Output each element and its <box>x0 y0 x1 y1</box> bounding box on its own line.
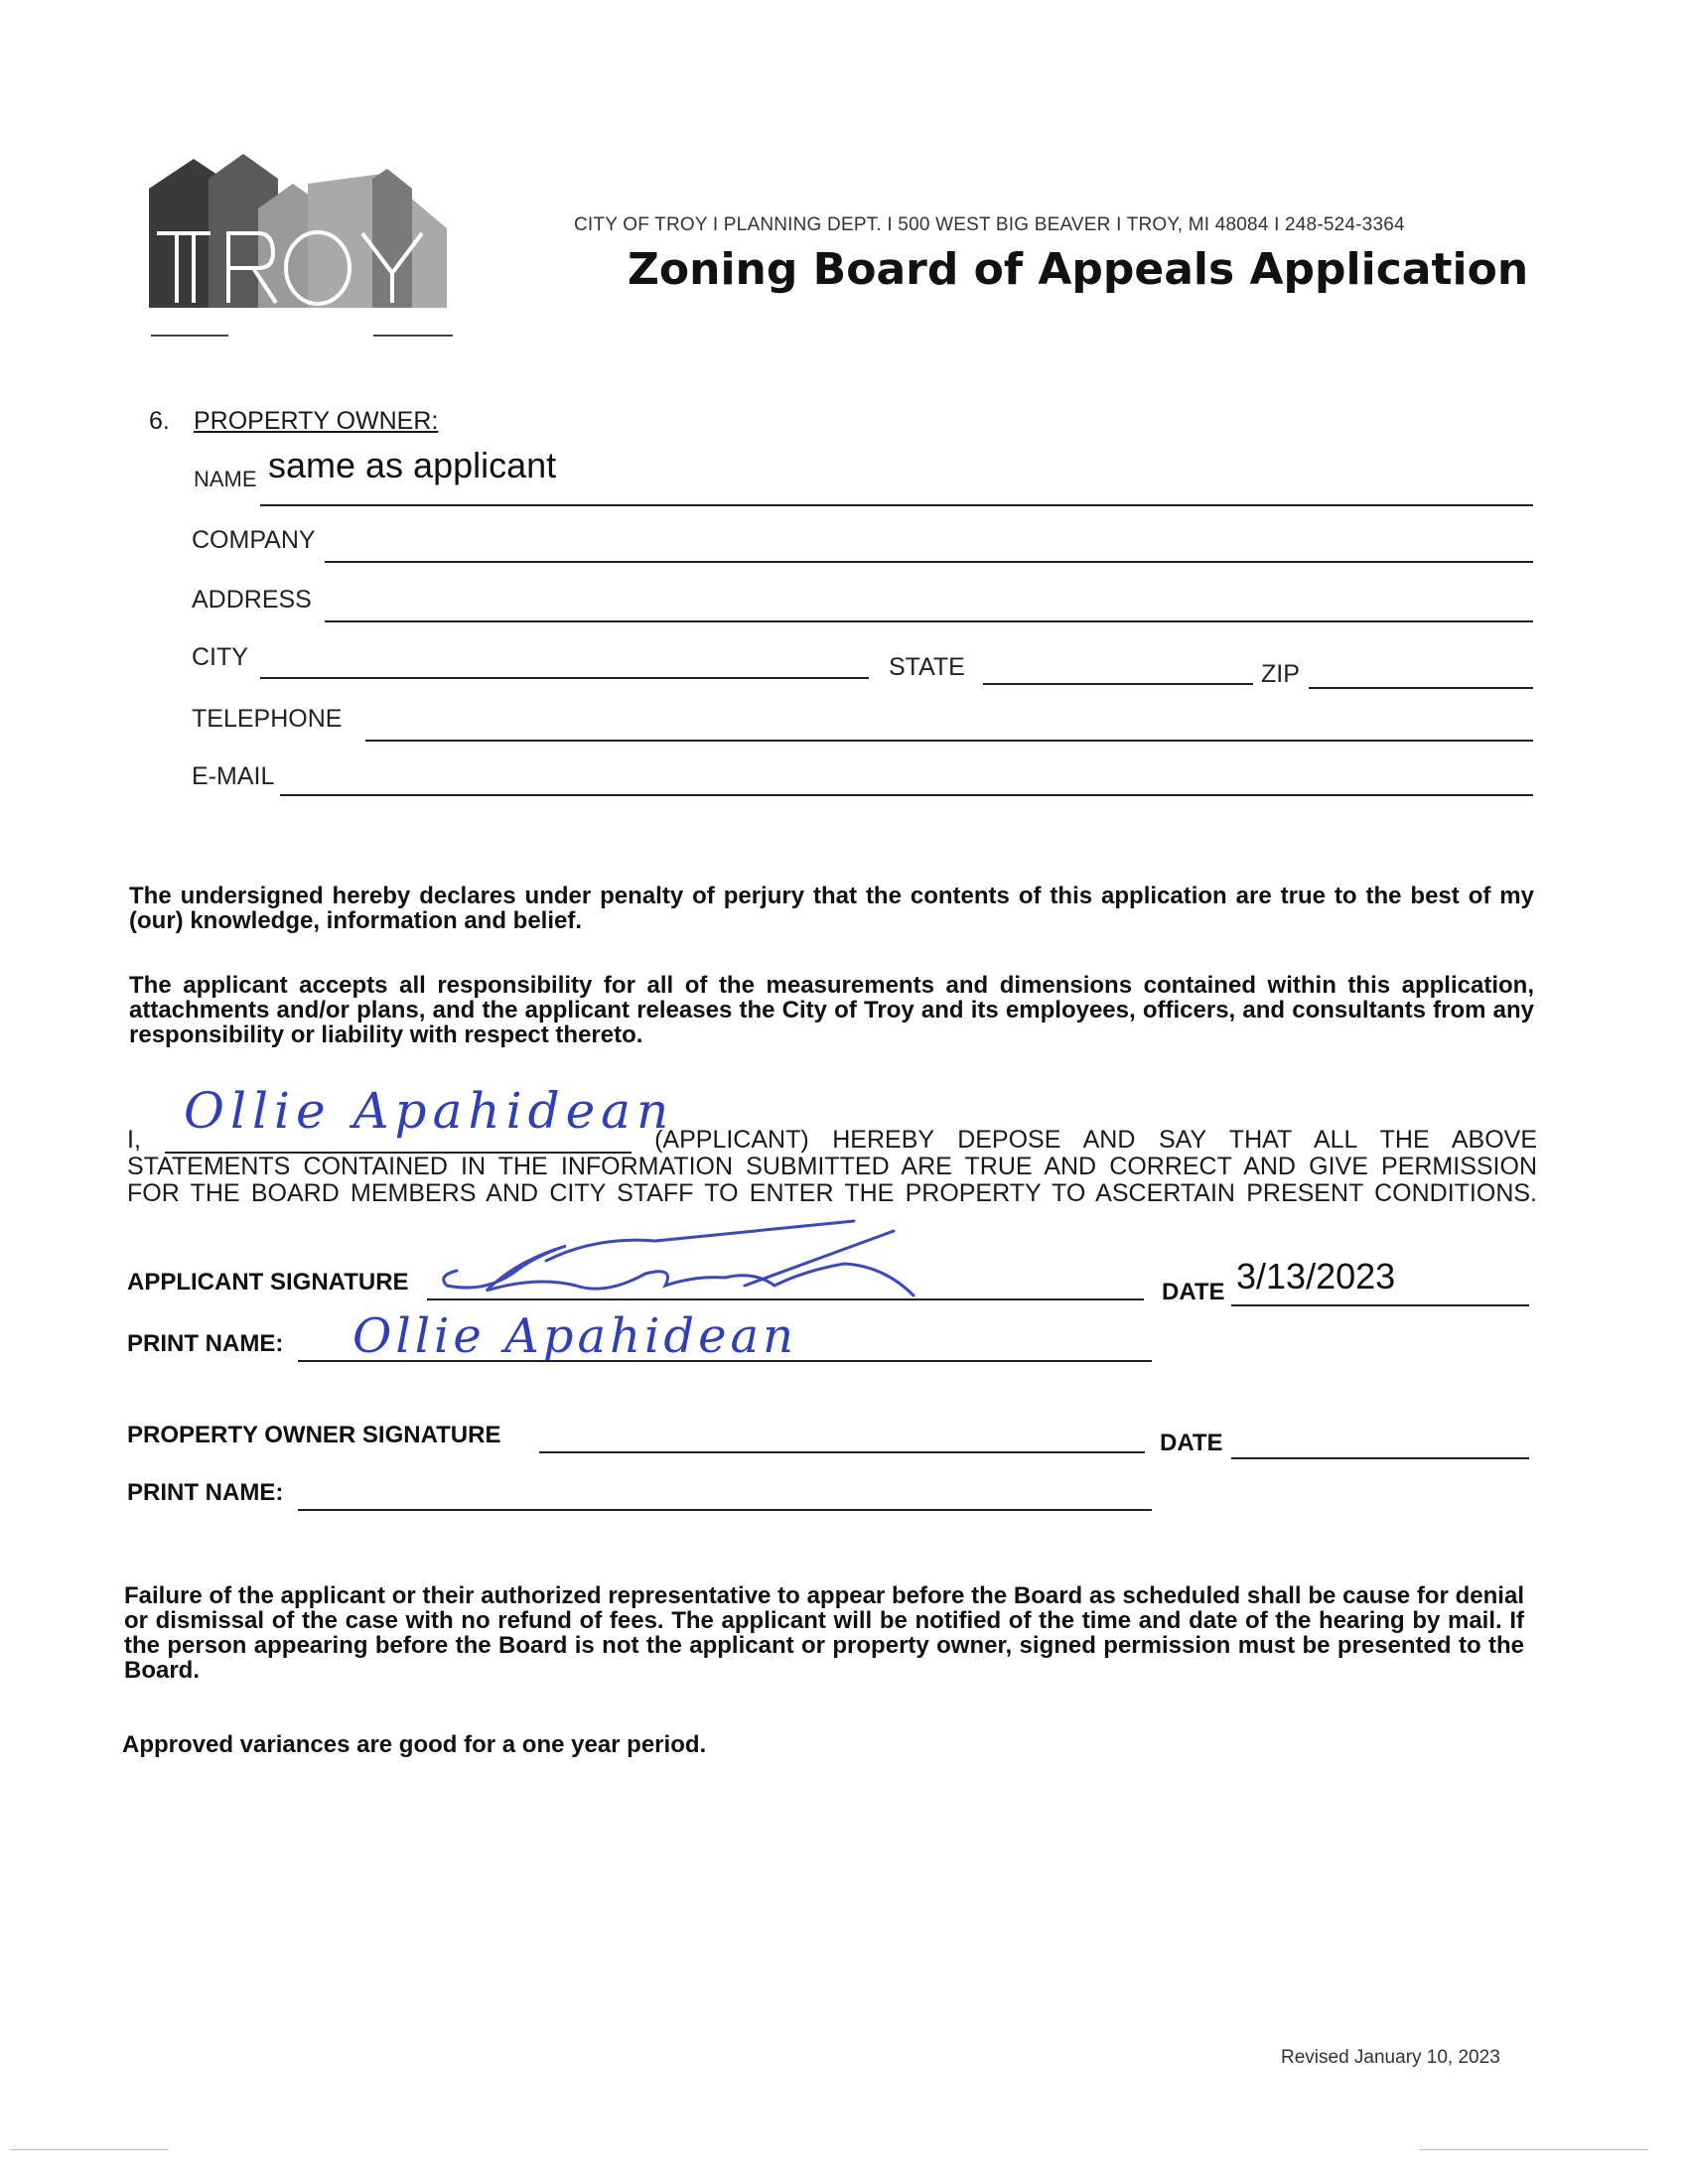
page-title: Zoning Board of Appeals Application <box>628 244 1529 295</box>
email-label: E-MAIL <box>192 762 275 790</box>
applicant-signature-image[interactable] <box>427 1216 943 1315</box>
applicant-print-name-line <box>298 1360 1152 1362</box>
owner-signature-label: PROPERTY OWNER SIGNATURE <box>127 1422 501 1448</box>
section-heading: PROPERTY OWNER: <box>194 407 439 435</box>
zip-line <box>1309 687 1533 689</box>
city-of-troy-logo <box>149 149 457 347</box>
zip-label: ZIP <box>1261 660 1300 688</box>
owner-date-line <box>1231 1457 1529 1459</box>
scan-edge-left <box>10 2149 169 2150</box>
state-label: STATE <box>889 653 965 681</box>
deposition-line-2: STATEMENTS CONTAINED IN THE INFORMATION SUBMITTED ARE TRUE AND CORRECT AND GIVE PERMISSION <box>127 1153 1537 1180</box>
telephone-label: TELEPHONE <box>192 705 343 733</box>
failure-to-appear-notice: Failure of the applicant or their authorized representative to appear before the Board as scheduled shall be cause for denial or dismissal of the case with no refund of fees. The applicant will be notified of the time and date of the hearing by mail. If the person appearing before the Board is not the applicant or property owner, signed permission must be presented to the Board. <box>124 1582 1524 1684</box>
deposition-line-1-rest: (APPLICANT) HEREBY DEPOSE AND SAY THAT ALL THE ABOVE <box>654 1126 1538 1154</box>
address-label: ADDRESS <box>192 586 312 614</box>
responsibility-statement: The applicant accepts all responsibility for all of the measurements and dimensions contained within this application, attachments and/or plans, and the applicant releases the City of Troy and its employees, officers, and consultants from any responsibility or liability with respect thereto. <box>129 972 1534 1048</box>
scan-edge-right <box>1420 2149 1648 2150</box>
company-label: COMPANY <box>192 526 316 554</box>
revision-date: Revised January 10, 2023 <box>1281 2047 1500 2068</box>
deposition-handwritten-name[interactable]: Ollie Apahidean <box>184 1082 675 1140</box>
applicant-date-value[interactable]: 3/13/2023 <box>1236 1256 1396 1297</box>
applicant-date-label: DATE <box>1162 1279 1225 1305</box>
state-line <box>983 683 1253 685</box>
variance-validity-notice: Approved variances are good for a one year period. <box>122 1731 707 1758</box>
owner-date-label: DATE <box>1160 1430 1223 1456</box>
applicant-print-name-label: PRINT NAME: <box>127 1330 284 1357</box>
email-line <box>280 794 1533 796</box>
applicant-signature-label: APPLICANT SIGNATURE <box>127 1269 409 1296</box>
header-address-line: CITY OF TROY I PLANNING DEPT. I 500 WEST BIG BEAVER I TROY, MI 48084 I 248-524-3364 <box>574 214 1405 235</box>
city-label: CITY <box>192 643 248 671</box>
city-line <box>260 677 869 679</box>
perjury-declaration: The undersigned hereby declares under penalty of perjury that the contents of this application are true to the best of my (our) knowledge, information and belief. <box>129 883 1534 934</box>
applicant-date-line <box>1231 1304 1529 1306</box>
owner-print-name-label: PRINT NAME: <box>127 1479 284 1506</box>
company-line <box>325 561 1533 563</box>
address-line <box>325 620 1533 622</box>
owner-signature-line <box>539 1451 1145 1453</box>
deposition-line-3: FOR THE BOARD MEMBERS AND CITY STAFF TO ENTER THE PROPERTY TO ASCERTAIN PRESENT CONDITIONS. <box>127 1179 1537 1207</box>
applicant-print-name-value[interactable]: Ollie Apahidean <box>352 1308 798 1364</box>
owner-name-value[interactable]: same as applicant <box>268 445 557 485</box>
telephone-line <box>365 740 1533 742</box>
name-label: NAME <box>194 467 257 491</box>
owner-name-line <box>260 504 1533 506</box>
owner-print-name-line <box>298 1509 1152 1511</box>
deposition-prefix: I, <box>127 1126 141 1154</box>
section-number: 6. <box>149 407 170 435</box>
